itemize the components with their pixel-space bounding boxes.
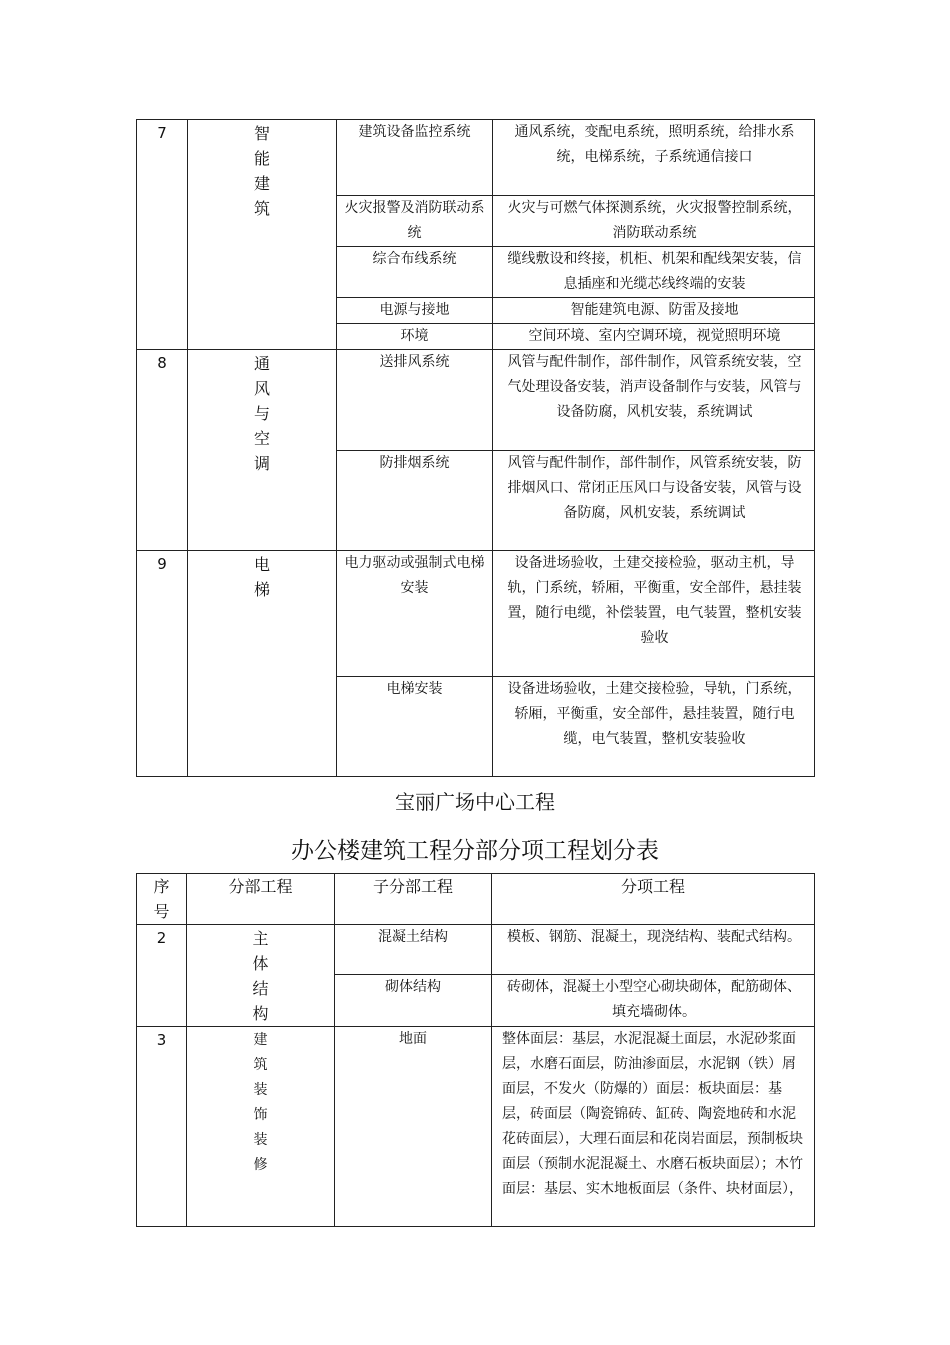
subdivision-name: 建筑设备监控系统: [337, 120, 493, 196]
item-list: 通风系统，变配电系统，照明系统，给排水系统，电梯系统，子系统通信接口: [493, 120, 815, 196]
subdivision-name: 混凝土结构: [335, 925, 492, 975]
item-list: 模板、钢筋、混凝土，现浇结构、装配式结构。: [492, 925, 815, 975]
division-char: 梯: [253, 580, 270, 599]
row-number: 2: [137, 925, 187, 1027]
item-list: 空间环境、室内空调环境，视觉照明环境: [493, 324, 815, 350]
division-char: 能: [253, 149, 270, 168]
row-number: 8: [137, 350, 188, 551]
division-char: 调: [253, 454, 270, 473]
project-title: 宝丽广场中心工程: [395, 790, 555, 814]
table-header-row: [137, 874, 815, 925]
division-char: 结: [252, 979, 269, 998]
table-row: [137, 1027, 815, 1227]
division-char: 建: [253, 1032, 268, 1048]
item-list: 风管与配件制作，部件制作，风管系统安装，空气处理设备安装，消声设备制作与安装，风管与设备防腐，风机安装，系统调试: [493, 350, 815, 451]
division-char: 饰: [253, 1107, 268, 1123]
division-char: 主: [252, 929, 269, 948]
subdivision-name: 电源与接地: [337, 298, 493, 324]
item-list: 智能建筑电源、防雷及接地: [493, 298, 815, 324]
row-number: 7: [137, 120, 188, 350]
subdivision-name: 电力驱动或强制式电梯安装: [337, 551, 493, 677]
division-char: 通: [253, 354, 270, 373]
subdivision-name: 砌体结构: [335, 975, 492, 1027]
subdivision-name: 环境: [337, 324, 493, 350]
division-char: 筑: [253, 199, 270, 218]
division-char: 装: [253, 1132, 268, 1148]
division-char: 风: [253, 379, 270, 398]
table-row: [137, 925, 815, 975]
subdivision-name: 地面: [335, 1027, 492, 1227]
division-char: 与: [253, 404, 270, 423]
division-char: 筑: [253, 1057, 268, 1073]
division-table: [136, 873, 815, 1227]
division-table-continued: [136, 119, 815, 777]
division-char: 修: [253, 1157, 268, 1173]
subdivision-name: 火灾报警及消防联动系统: [337, 196, 493, 247]
division-name: [188, 551, 337, 777]
item-list: 设备进场验收，土建交接检验，驱动主机，导轨，门系统，轿厢，平衡重，安全部件，悬挂装置，随行电缆，补偿装置，电气装置，整机安装验收: [493, 551, 815, 677]
division-char: 电: [253, 555, 270, 574]
division-char: 体: [252, 954, 269, 973]
division-name: [187, 925, 335, 1027]
item-list: 缆线敷设和终接，机柜、机架和配线架安装，信息插座和光缆芯线终端的安装: [493, 247, 815, 298]
division-name: [187, 1027, 335, 1227]
table-row: [137, 350, 815, 451]
header-division: 分部工程: [187, 874, 335, 925]
header-no: 序号: [137, 874, 187, 925]
division-char: 装: [253, 1082, 268, 1098]
table-row: [137, 551, 815, 677]
header-subdivision: 子分部工程: [335, 874, 492, 925]
subdivision-name: 电梯安装: [337, 677, 493, 777]
header-items: 分项工程: [492, 874, 815, 925]
row-number: 9: [137, 551, 188, 777]
item-list: 火灾与可燃气体探测系统，火灾报警控制系统，消防联动系统: [493, 196, 815, 247]
division-char: 智: [253, 124, 270, 143]
division-name: [188, 350, 337, 551]
table-title: 办公楼建筑工程分部分项工程划分表: [291, 838, 659, 864]
item-list: 砖砌体，混凝土小型空心砌块砌体，配筋砌体、填充墙砌体。: [492, 975, 815, 1027]
subdivision-name: 防排烟系统: [337, 451, 493, 551]
division-char: 构: [252, 1004, 269, 1023]
subdivision-name: 送排风系统: [337, 350, 493, 451]
item-list: 风管与配件制作，部件制作，风管系统安装，防排烟风口、常闭正压风口与设备安装，风管与设备防腐，风机安装，系统调试: [493, 451, 815, 551]
subdivision-name: 综合布线系统: [337, 247, 493, 298]
table-row: [137, 120, 815, 196]
division-name: [188, 120, 337, 350]
item-list: 整体面层：基层，水泥混凝土面层，水泥砂浆面层，水磨石面层，防油渗面层，水泥钢（铁）屑面层，不发火（防爆的）面层：板块面层：基层，砖面层（陶瓷锦砖、缸砖、陶瓷地砖和水泥花砖面层），大理石面层和花岗岩面层，预制板块面层（预制水泥混凝土、水磨石板块面层）；木竹面层：基层、实木地板面层（条件、块材面层），: [492, 1027, 815, 1227]
item-list: 设备进场验收，土建交接检验，导轨，门系统，轿厢，平衡重，安全部件，悬挂装置，随行电缆，电气装置，整机安装验收: [493, 677, 815, 777]
division-char: 空: [253, 429, 270, 448]
row-number: 3: [137, 1027, 187, 1227]
division-char: 建: [253, 174, 270, 193]
